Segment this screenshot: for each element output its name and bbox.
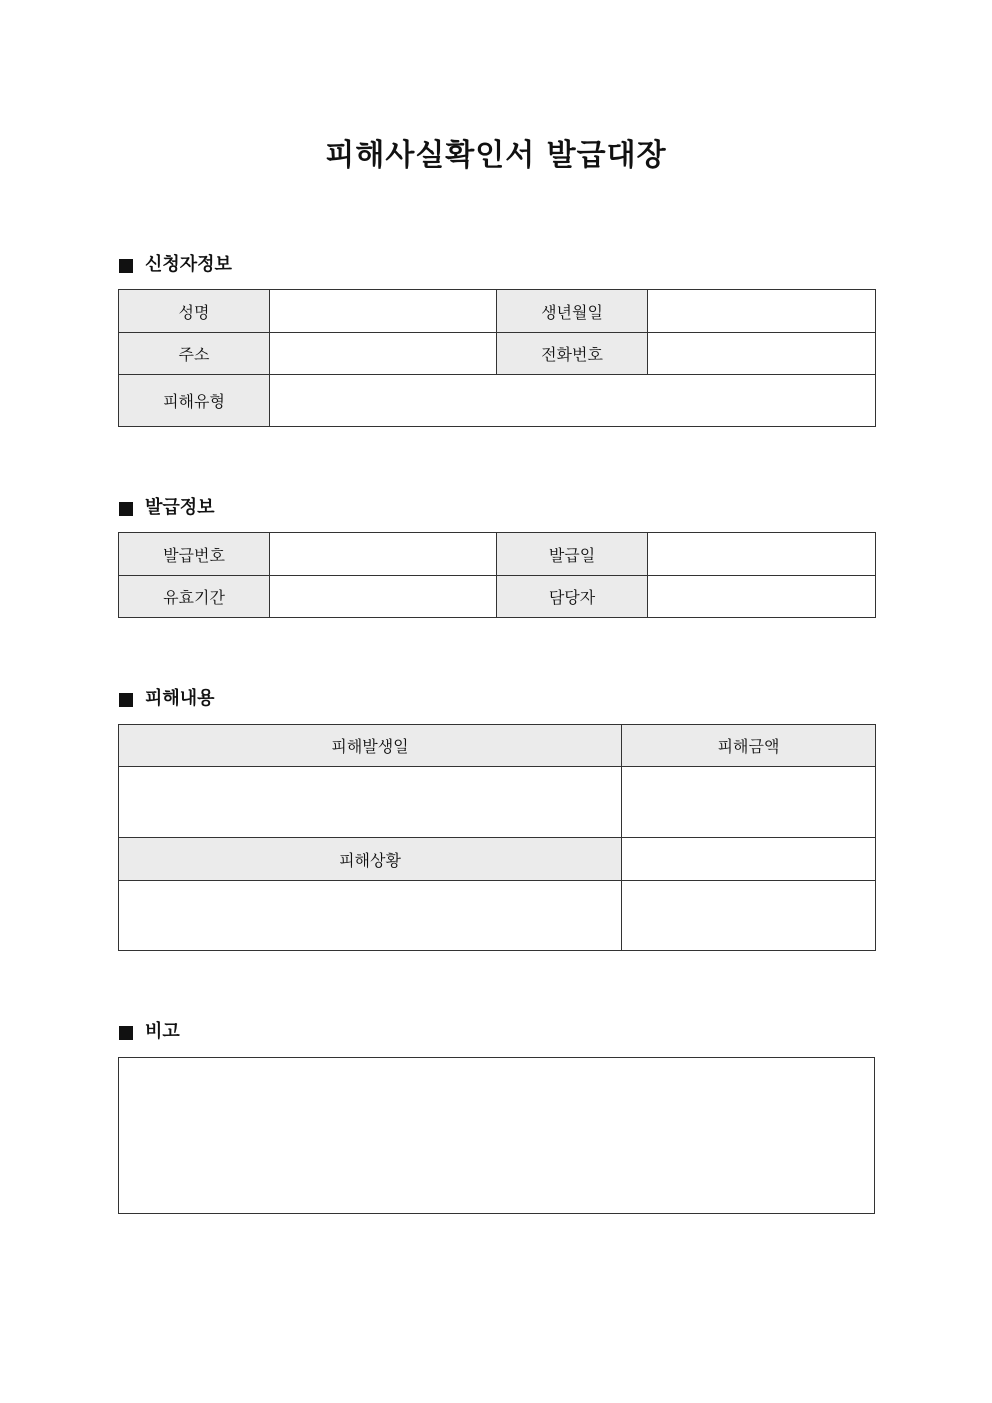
damage-details-table [118, 724, 876, 951]
section-heading-label: 피해내용 [145, 688, 215, 709]
phone-label: 전화번호 [497, 333, 648, 375]
issue-date-field[interactable] [648, 533, 876, 576]
page-title: 피해사실확인서 발급대장 [325, 138, 667, 173]
address-label: 주소 [119, 333, 270, 375]
section-heading-damage [119, 686, 215, 712]
section-heading-label: 신청자정보 [145, 254, 232, 275]
birth-date-label: 생년월일 [497, 290, 648, 333]
table-row [119, 576, 876, 618]
blank-cell[interactable] [622, 881, 876, 951]
section-heading-applicant [119, 252, 232, 278]
manager-label: 담당자 [497, 576, 648, 618]
black-square-icon [119, 1026, 133, 1040]
table-row [119, 725, 876, 767]
damage-amount-label: 피해금액 [622, 725, 876, 767]
damage-type-label: 피해유형 [119, 375, 270, 427]
table-row [119, 1058, 875, 1214]
damage-type-field[interactable] [270, 375, 876, 427]
section-heading-label: 비고 [145, 1021, 180, 1042]
table-row [119, 767, 876, 838]
address-field[interactable] [270, 333, 497, 375]
black-square-icon [119, 502, 133, 516]
validity-period-label: 유효기간 [119, 576, 270, 618]
issue-number-field[interactable] [270, 533, 497, 576]
validity-period-field[interactable] [270, 576, 497, 618]
name-field[interactable] [270, 290, 497, 333]
table-row [119, 333, 876, 375]
remarks-table [118, 1057, 875, 1214]
occurrence-date-label: 피해발생일 [119, 725, 622, 767]
damage-amount-field[interactable] [622, 767, 876, 838]
table-row [119, 290, 876, 333]
remarks-field[interactable] [119, 1058, 875, 1214]
blank-cell[interactable] [622, 838, 876, 881]
black-square-icon [119, 693, 133, 707]
section-heading-label: 발급정보 [145, 497, 215, 518]
issue-date-label: 발급일 [497, 533, 648, 576]
name-label: 성명 [119, 290, 270, 333]
phone-field[interactable] [648, 333, 876, 375]
table-row [119, 881, 876, 951]
occurrence-date-field[interactable] [119, 767, 622, 838]
damage-situation-label: 피해상황 [119, 838, 622, 881]
table-row [119, 533, 876, 576]
damage-situation-field[interactable] [119, 881, 622, 951]
section-heading-issuance [119, 495, 215, 521]
applicant-info-table [118, 289, 876, 427]
manager-field[interactable] [648, 576, 876, 618]
table-row [119, 375, 876, 427]
black-square-icon [119, 259, 133, 273]
birth-date-field[interactable] [648, 290, 876, 333]
issuance-info-table [118, 532, 876, 618]
issue-number-label: 발급번호 [119, 533, 270, 576]
section-heading-remarks [119, 1019, 180, 1045]
table-row [119, 838, 876, 881]
